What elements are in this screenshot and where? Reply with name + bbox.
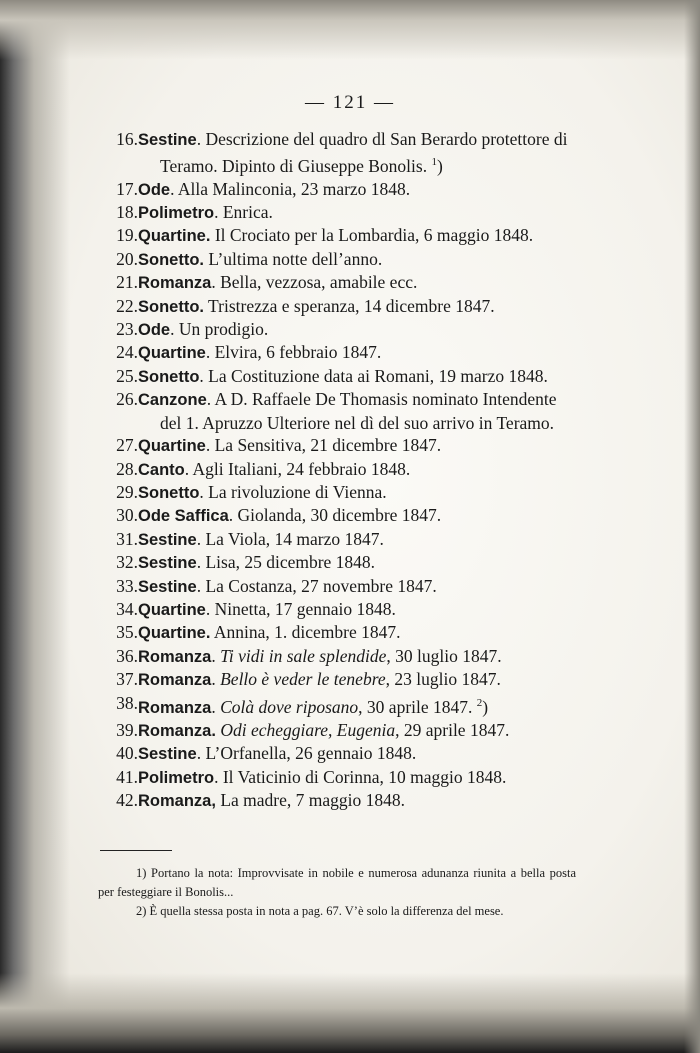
entry-italic-title: Colà dove riposano: [220, 696, 359, 717]
list-item: [0, 504, 700, 527]
list-item: [0, 128, 700, 178]
list-item: [0, 341, 700, 364]
entry-number: 40.: [116, 743, 138, 764]
footnote-rule: [100, 850, 172, 851]
entry-text: .: [211, 669, 221, 690]
entry-italic-title: Odi echeggiare, Eugenia: [220, 719, 396, 740]
entry-form: Sonetto.: [138, 250, 204, 269]
entry-form: Sestine: [138, 577, 197, 596]
list-item: [0, 789, 700, 812]
entry-number: 27.: [116, 435, 138, 456]
entry-form: Sonetto.: [138, 297, 204, 316]
list-item: [0, 766, 700, 789]
entry-text: . Descrizione del quadro dl San Berardo protettore di Teramo. Dipinto di Giuseppe Bonolis.: [160, 129, 568, 177]
list-item: [0, 178, 700, 201]
list-item: [0, 575, 700, 598]
entry-text: . Il Vaticinio di Corinna, 10 maggio 1848.: [214, 766, 507, 787]
entry-form: Sestine: [138, 745, 197, 764]
entry-form: Quartine.: [138, 624, 211, 643]
list-item: [0, 668, 700, 691]
entry-form: Sestine: [138, 554, 197, 573]
entry-text: . Bella, vezzosa, amabile ecc.: [211, 272, 418, 293]
entry-form: Sestine: [138, 530, 197, 549]
entry-date: , 29 aprile 1847.: [395, 719, 510, 740]
entry-text: . La Costituzione data ai Romani, 19 marzo 1848.: [199, 365, 548, 386]
entry-text: Annina, 1. dicembre 1847.: [210, 622, 401, 643]
entry-text: . Giolanda, 30 dicembre 1847.: [228, 505, 442, 526]
footnote-marker: 2: [476, 696, 483, 709]
entry-form: Sonetto: [138, 483, 200, 502]
entry-form: Sonetto: [138, 367, 200, 386]
entry-form: Quartine: [138, 437, 206, 456]
entry-number: 38.: [116, 692, 138, 713]
list-item: [0, 742, 700, 765]
entry-date: , 23 luglio 1847.: [385, 669, 501, 690]
list-item: [0, 645, 700, 668]
entry-form: Sestine: [138, 131, 197, 149]
list-item: [0, 201, 700, 224]
entry-form: Romanza: [138, 671, 212, 690]
entry-number: 26.: [116, 389, 138, 410]
entry-form: Romanza: [138, 647, 212, 666]
entry-text: . Agli Italiani, 24 febbraio 1848.: [184, 458, 411, 479]
entry-number: 21.: [116, 272, 138, 293]
entry-number: 18.: [116, 202, 138, 223]
entry-text: . Elvira, 6 febbraio 1847.: [205, 342, 382, 363]
footnote-marker: 1: [431, 156, 437, 169]
entry-form: Romanza,: [138, 792, 216, 811]
entry-number: 36.: [116, 645, 138, 666]
entry-form: Romanza: [138, 698, 212, 717]
entry-text: . Enrica.: [214, 202, 273, 223]
entry-text: L’ultima notte dell’anno.: [204, 248, 383, 269]
entry-text: . Ninetta, 17 gennaio 1848.: [205, 598, 396, 619]
list-item: [0, 388, 700, 434]
entry-number: 17.: [116, 178, 138, 199]
page-edge-shadow-top: [0, 0, 700, 60]
entry-number: 33.: [116, 575, 138, 596]
entry-number: 22.: [116, 295, 138, 316]
entry-form: Quartine: [138, 344, 206, 363]
entry-form: Quartine.: [138, 227, 211, 246]
list-item: [0, 224, 700, 247]
entry-number: 41.: [116, 766, 138, 787]
footnotes: [98, 864, 576, 921]
entry-form: Ode: [138, 321, 171, 340]
entry-number: 39.: [116, 719, 138, 740]
entry-number: 28.: [116, 458, 138, 479]
entry-number: 20.: [116, 248, 138, 269]
footnote-2: 2) È quella stessa posta in nota a pag. 67. V’è solo la differenza del mese.: [136, 904, 504, 918]
entry-number: 42.: [116, 790, 138, 811]
entry-number: 32.: [116, 552, 138, 573]
list-item: [0, 271, 700, 294]
entry-number: 34.: [116, 598, 138, 619]
entry-text: . La Costanza, 27 novembre 1847.: [196, 575, 437, 596]
footnote-marker-paren: ): [482, 696, 489, 717]
entry-text: Tristrezza e speranza, 14 dicembre 1847.: [204, 295, 495, 316]
entry-number: 37.: [116, 669, 138, 690]
entry-text: . La Sensitiva, 21 dicembre 1847.: [205, 435, 442, 456]
entry-text: . La Viola, 14 marzo 1847.: [196, 528, 384, 549]
entry-form: Quartine: [138, 600, 206, 619]
entry-text: . Un prodigio.: [170, 319, 269, 340]
entry-text: . L’Orfanella, 26 gennaio 1848.: [196, 743, 417, 764]
entry-form: Canto: [138, 460, 185, 479]
list-item: [0, 365, 700, 388]
list-item: [0, 295, 700, 318]
list-item: [0, 458, 700, 481]
entry-text: . A D. Raffaele De Thomasis nominato Intendente del 1. Apruzzo Ulteriore nel dì del suo arrivo in Teramo.: [160, 389, 557, 433]
entry-number: 30.: [116, 505, 138, 526]
list-item: [0, 551, 700, 574]
list-item: [0, 248, 700, 271]
list-item: [0, 719, 700, 742]
entry-form: Ode Saffica: [138, 507, 229, 526]
entry-text: La madre, 7 maggio 1848.: [215, 790, 405, 811]
entry-form: Ode: [138, 180, 171, 199]
list-item: [0, 528, 700, 551]
entry-text: . Lisa, 25 dicembre 1848.: [196, 552, 376, 573]
entry-number: 23.: [116, 319, 138, 340]
entry-date: , 30 aprile 1847.: [358, 696, 477, 717]
entry-number: 24.: [116, 342, 138, 363]
list-item: [0, 692, 700, 719]
list-item: [0, 434, 700, 457]
entry-number: 25.: [116, 365, 138, 386]
entry-text: Il Crociato per la Lombardia, 6 maggio 1848.: [210, 225, 534, 246]
footnote-marker-paren: ): [436, 156, 443, 177]
page-number: — 121 —: [305, 92, 395, 113]
entry-number: 29.: [116, 481, 138, 502]
list-item: [0, 621, 700, 644]
page-edge-shadow-bottom: [0, 973, 700, 1053]
entry-date: , 30 luglio 1847.: [386, 645, 502, 666]
entry-form: Polimetro: [138, 768, 215, 787]
entry-form: Canzone: [138, 391, 207, 410]
entry-number: 35.: [116, 622, 138, 643]
entry-form: Romanza.: [138, 721, 216, 740]
entry-number: 16.: [116, 129, 138, 149]
entry-text: .: [211, 645, 221, 666]
list-item: [0, 318, 700, 341]
entry-italic-title: Ti vidi in sale splendide: [220, 645, 387, 666]
entry-number: 31.: [116, 528, 138, 549]
entry-text: .: [211, 696, 221, 717]
entry-text: . Alla Malinconia, 23 marzo 1848.: [170, 178, 411, 199]
entry-text: . La rivoluzione di Vienna.: [199, 481, 387, 502]
entry-number: 19.: [116, 225, 138, 246]
footnote-1: 1) Portano la nota: Improvvisate in nobile e numerosa adunanza riunita a bella posta per festeggiare il Bonolis...: [98, 866, 576, 899]
poem-list: [0, 128, 700, 812]
list-item: [0, 598, 700, 621]
entry-italic-title: Bello è veder le tenebre: [220, 669, 386, 690]
entry-form: Romanza: [138, 274, 212, 293]
list-item: [0, 481, 700, 504]
entry-form: Polimetro: [138, 204, 215, 223]
